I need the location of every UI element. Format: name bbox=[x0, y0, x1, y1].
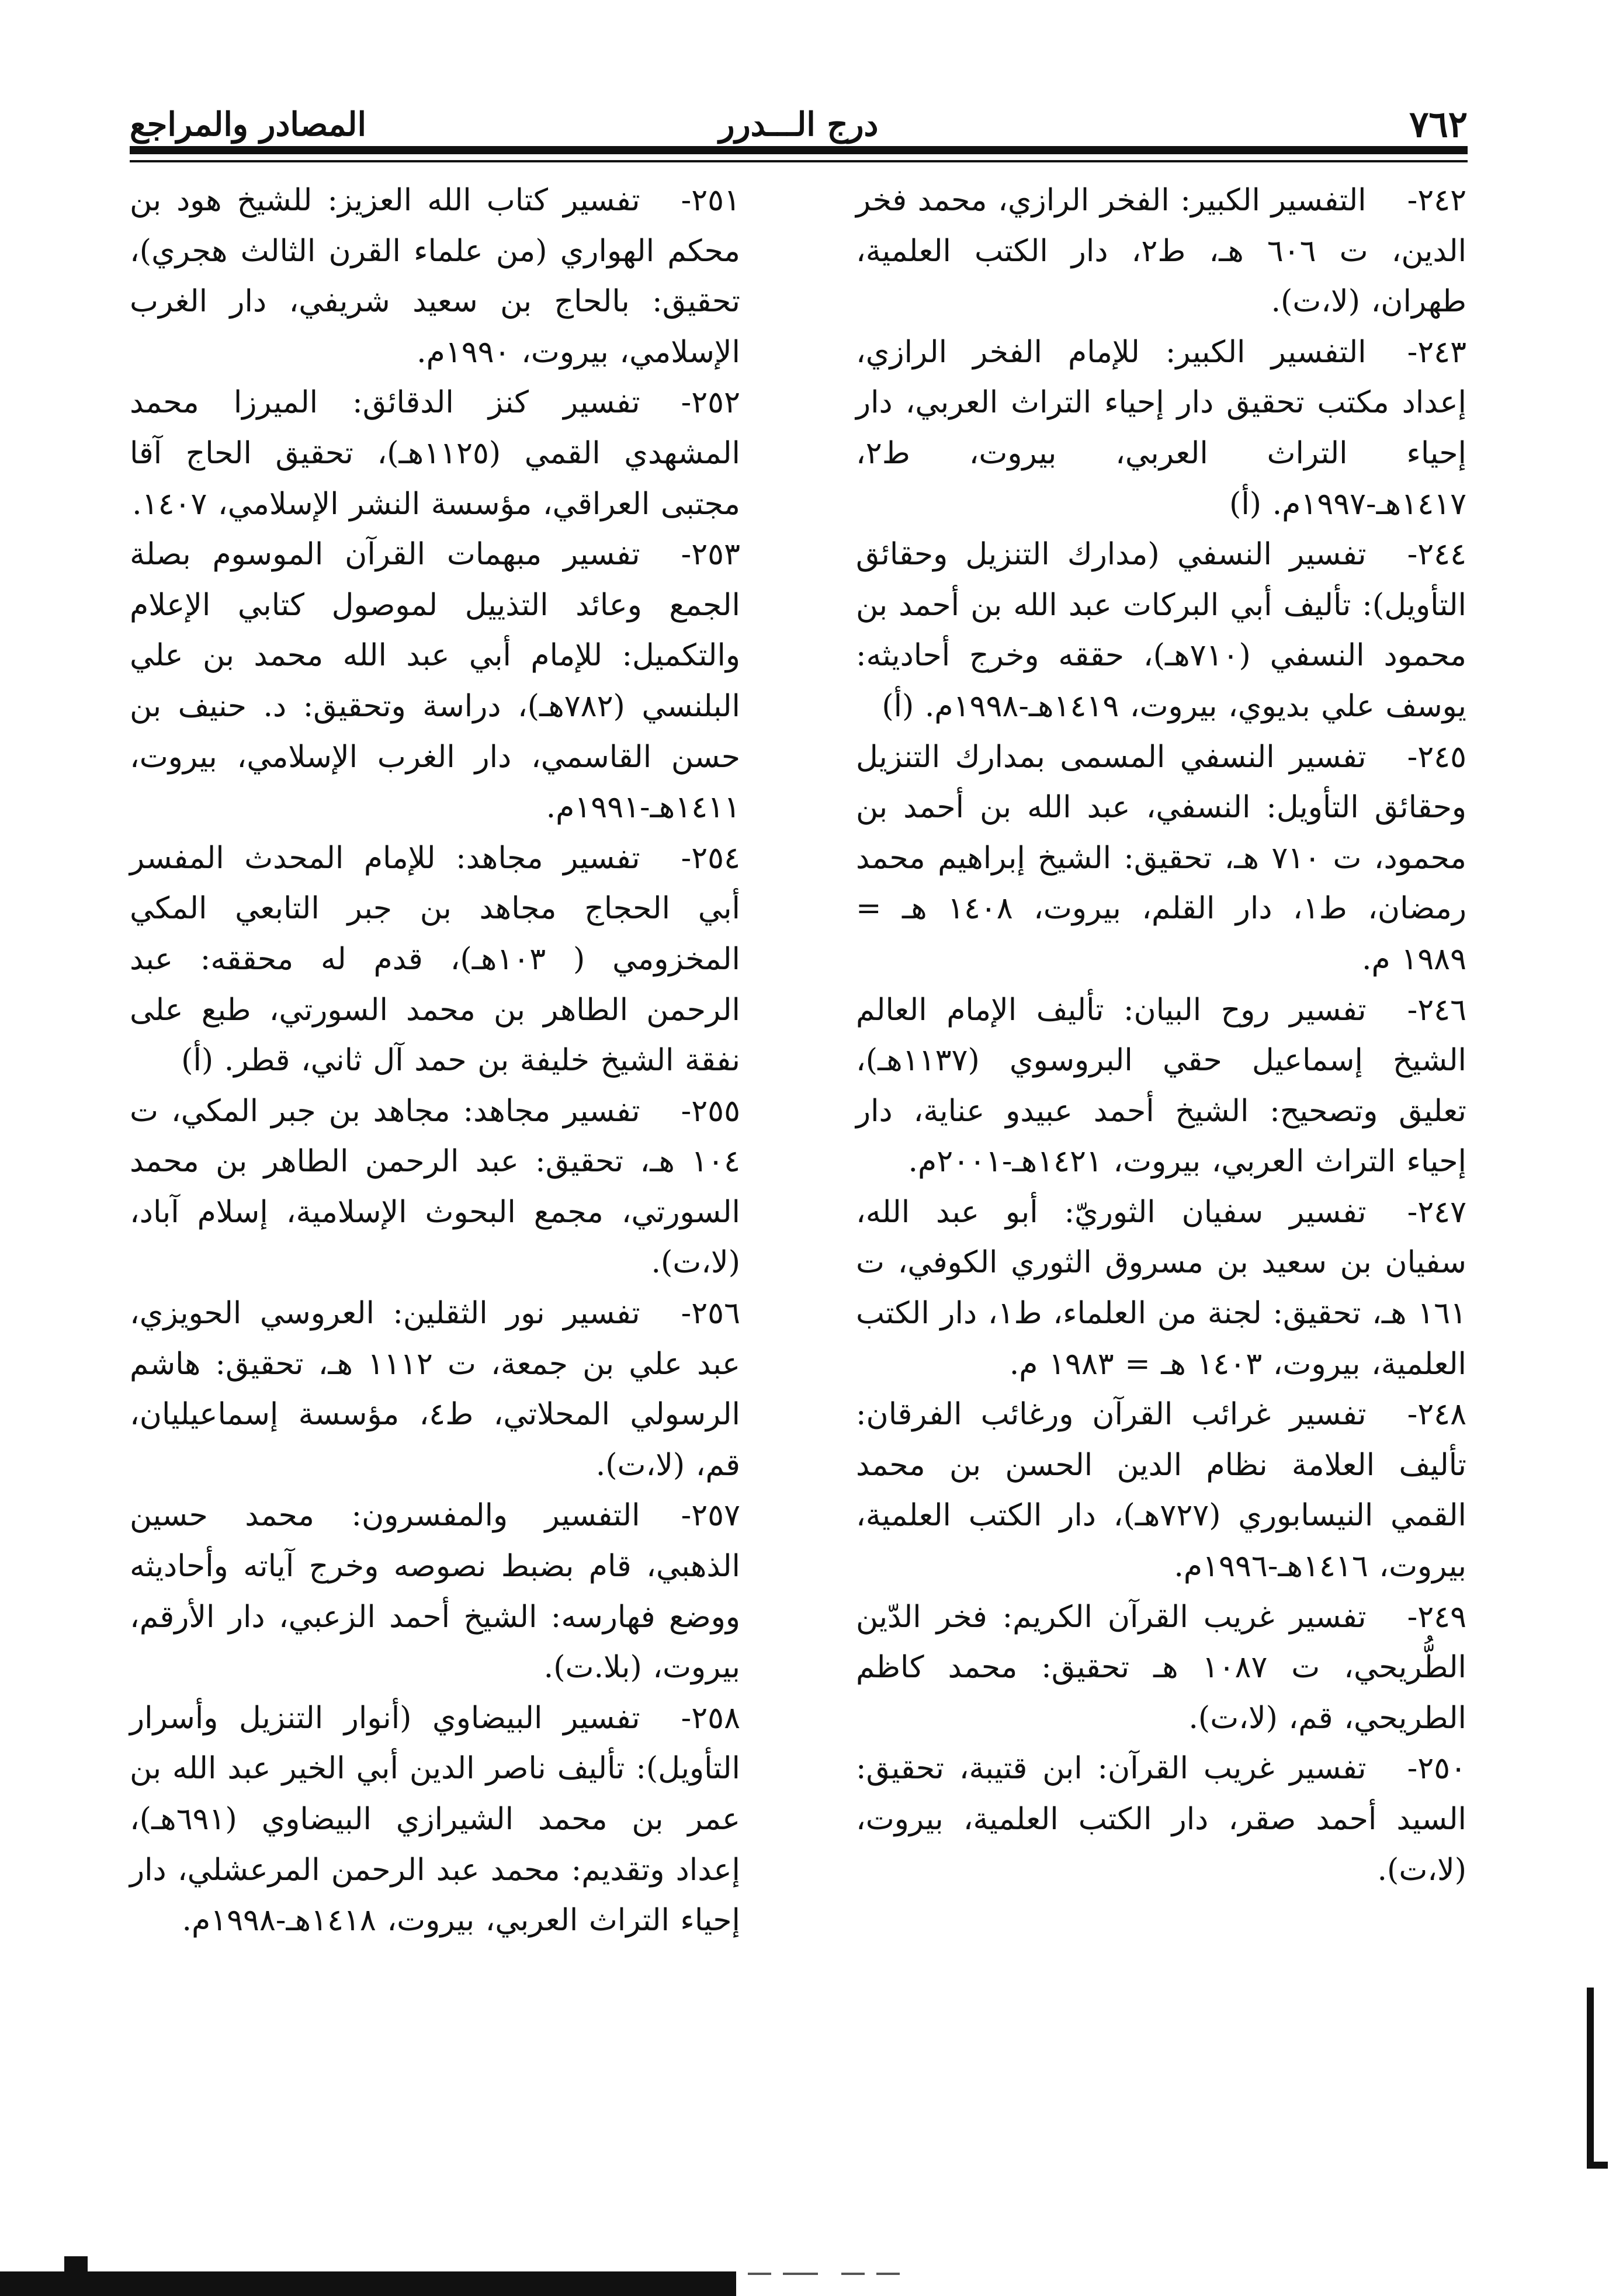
scan-edge-mark bbox=[64, 2256, 88, 2296]
bibliography-entry bbox=[856, 175, 1466, 327]
left-column bbox=[130, 175, 740, 1946]
entry-text: تفسير البيضاوي (أنوار التنزيل وأسرار التأويل): تأليف ناصر الدين أبي الخير عبد الله بن عمر بن محمد الشيرازي البيضاوي (٦٩١هـ)، إعداد وتقديم: محمد عبد الرحمن المرعشلي، دار إحياء التراث العربي، بيروت، ١٤١٨هـ-١٩٩٨م. bbox=[130, 1700, 740, 1938]
entry-text: التفسير والمفسرون: محمد حسين الذهبي، قام بضبط نصوصه وخرج آياته وأحاديثه ووضع فهارسه: الشيخ أحمد الزعبي، دار الأرقم، بيروت، (بلا.ت). bbox=[130, 1498, 740, 1685]
running-header bbox=[130, 88, 1468, 152]
entry-text: التفسير الكبير: الفخر الرازي، محمد فخر الدين، ت ٦٠٦ هـ، ط٢، دار الكتب العلمية، طهران، (لا،ت). bbox=[856, 183, 1467, 320]
entry-text: تفسير سفيان الثوريّ: أبو عبد الله، سفيان بن سعيد بن مسروق الثوري الكوفي، ت ١٦١ هـ، تحقيق: لجنة من العلماء، ط١، دار الكتب العلمية، بيروت، ١٤٠٣ هـ = ١٩٨٣ م. bbox=[856, 1194, 1466, 1382]
entry-number: ٢٥٢- bbox=[681, 385, 740, 421]
book-title: درج الـــدرر bbox=[719, 105, 879, 144]
scan-edge-mark bbox=[1587, 1988, 1594, 2169]
scan-dash-mark bbox=[748, 2273, 771, 2275]
bibliography-entry bbox=[856, 327, 1466, 529]
entry-number: ٢٤٤- bbox=[1407, 537, 1466, 573]
bibliography-entry bbox=[130, 1693, 740, 1946]
entry-text: تفسير روح البيان: تأليف الإمام العالم الشيخ إسماعيل حقي البروسوي (١١٣٧هـ)، تعليق وتصحيح: الشيخ أحمد عبيدو عناية، دار إحياء التراث العربي، بيروت، ١٤٢١هـ-٢٠٠١م. bbox=[856, 992, 1466, 1180]
entry-number: ٢٤٣- bbox=[1407, 334, 1466, 370]
scan-edge-mark bbox=[0, 2271, 736, 2296]
entry-number: ٢٤٥- bbox=[1407, 739, 1466, 775]
bibliography-entry bbox=[856, 985, 1466, 1187]
entry-text: التفسير الكبير: للإمام الفخر الرازي، إعداد مكتب تحقيق دار إحياء التراث العربي، دار إحياء التراث العربي، بيروت، ط٢، ١٤١٧هـ-١٩٩٧م. (أ) bbox=[856, 334, 1466, 522]
header-rule-thin bbox=[130, 160, 1468, 162]
scan-edge-mark bbox=[1587, 2162, 1608, 2169]
entry-number: ٢٥٨- bbox=[681, 1700, 740, 1736]
bibliography-entry bbox=[130, 377, 740, 529]
entry-text: تفسير غريب القرآن الكريم: فخر الدّين الطُّريحي، ت ١٠٨٧ هـ تحقيق: محمد كاظم الطريحي، قم، (لا،ت). bbox=[856, 1599, 1466, 1736]
scan-dash-mark bbox=[783, 2273, 818, 2275]
bibliography-entry bbox=[130, 175, 740, 377]
bibliography-entry bbox=[856, 1389, 1466, 1591]
page-number: ٧٦٢ bbox=[1409, 103, 1468, 145]
entry-number: ٢٥٦- bbox=[681, 1296, 740, 1331]
entry-text: تفسير نور الثقلين: العروسي الحويزي، عبد علي بن جمعة، ت ١١١٢ هـ، تحقيق: هاشم الرسولي المحلاتي، ط٤، مؤسسة إسماعيليان، قم، (لا،ت). bbox=[130, 1296, 740, 1483]
entry-number: ٢٤٢- bbox=[1407, 183, 1466, 218]
bibliography-entry bbox=[130, 529, 740, 833]
entry-text: تفسير غرائب القرآن ورغائب الفرقان: تأليف العلامة نظام الدين الحسن بن محمد القمي النيسابوري (٧٢٧هـ)، دار الكتب العلمية، بيروت، ١٤١٦هـ-١٩٩٦م. bbox=[856, 1397, 1467, 1584]
right-column bbox=[856, 175, 1466, 1895]
entry-text: تفسير مجاهد: مجاهد بن جبر المكي، ت ١٠٤ هـ، تحقيق: عبد الرحمن الطاهر بن محمد السورتي، مجمع البحوث الإسلامية، إسلام آباد، (لا،ت). bbox=[130, 1093, 740, 1281]
bibliography-entry bbox=[856, 732, 1466, 985]
entry-text: تفسير كنز الدقائق: الميرزا محمد المشهدي القمي (١١٢٥هـ)، تحقيق الحاج آقا مجتبى العراقي، مؤسسة النشر الإسلامي، ١٤٠٧. bbox=[130, 385, 740, 522]
entry-number: ٢٥٣- bbox=[681, 537, 740, 573]
entry-number: ٢٤٨- bbox=[1407, 1397, 1466, 1433]
entry-number: ٢٥٤- bbox=[681, 840, 740, 876]
bibliography-entry bbox=[856, 529, 1466, 731]
bibliography-entry bbox=[130, 1490, 740, 1692]
bibliography-entry bbox=[856, 1187, 1466, 1389]
scan-dash-mark bbox=[841, 2273, 865, 2275]
entry-text: تفسير مبهمات القرآن الموسوم بصلة الجمع وعائد التذييل لموصول كتابي الإعلام والتكميل: للإمام أبي عبد الله محمد بن علي البلنسي (٧٨٢هـ)، دراسة وتحقيق: د. حنيف بن حسن القاسمي، دار الغرب الإسلامي، بيروت، ١٤١١هـ-١٩٩١م. bbox=[130, 537, 740, 826]
bibliography-entry bbox=[130, 833, 740, 1086]
entry-number: ٢٥٧- bbox=[681, 1498, 740, 1534]
entry-text: تفسير كتاب الله العزيز: للشيخ هود بن محكم الهواري (من علماء القرن الثالث هجري)، تحقيق: بالحاج بن سعيد شريفي، دار الغرب الإسلامي، بيروت، ١٩٩٠م. bbox=[130, 183, 740, 370]
entry-text: تفسير مجاهد: للإمام المحدث المفسر أبي الحجاج مجاهد بن جبر التابعي المكي المخزومي ( ١٠٣هـ)، قدم له محققه: عبد الرحمن الطاهر بن محمد السورتي، طبع على نفقة الشيخ خليفة بن حمد آل ثاني، قطر. (أ) bbox=[130, 840, 741, 1078]
entry-number: ٢٥٥- bbox=[681, 1093, 740, 1129]
entry-text: تفسير النسفي المسمى بمدارك التنزيل وحقائق التأويل: النسفي، عبد الله بن أحمد بن محمود، ت ٧١٠ هـ، تحقيق: الشيخ إبراهيم محمد رمضان، ط١، دار القلم، بيروت، ١٤٠٨ هـ = ١٩٨٩ م. bbox=[856, 739, 1466, 977]
bibliography-entry bbox=[130, 1288, 740, 1490]
entry-number: ٢٤٧- bbox=[1407, 1194, 1466, 1230]
scan-dash-mark bbox=[876, 2273, 900, 2275]
entry-number: ٢٤٦- bbox=[1407, 992, 1466, 1028]
bibliography-entry bbox=[130, 1086, 740, 1288]
header-rule-thick bbox=[130, 146, 1468, 154]
bibliography-entry bbox=[856, 1743, 1466, 1895]
section-title: المصادر والمراجع bbox=[130, 105, 367, 144]
entry-text: تفسير النسفي (مدارك التنزيل وحقائق التأويل): تأليف أبي البركات عبد الله بن أحمد بن محمود النسفي (٧١٠هـ)، حققه وخرج أحاديثه: يوسف علي بديوي، بيروت، ١٤١٩هـ-١٩٩٨م. (أ) bbox=[856, 537, 1466, 724]
entry-number: ٢٥١- bbox=[681, 183, 740, 218]
entry-number: ٢٥٠- bbox=[1407, 1751, 1466, 1787]
entry-text: تفسير غريب القرآن: ابن قتيبة، تحقيق: السيد أحمد صقر، دار الكتب العلمية، بيروت، (لا،ت). bbox=[856, 1751, 1466, 1888]
bibliography-entry bbox=[856, 1592, 1466, 1744]
entry-number: ٢٤٩- bbox=[1407, 1599, 1466, 1635]
